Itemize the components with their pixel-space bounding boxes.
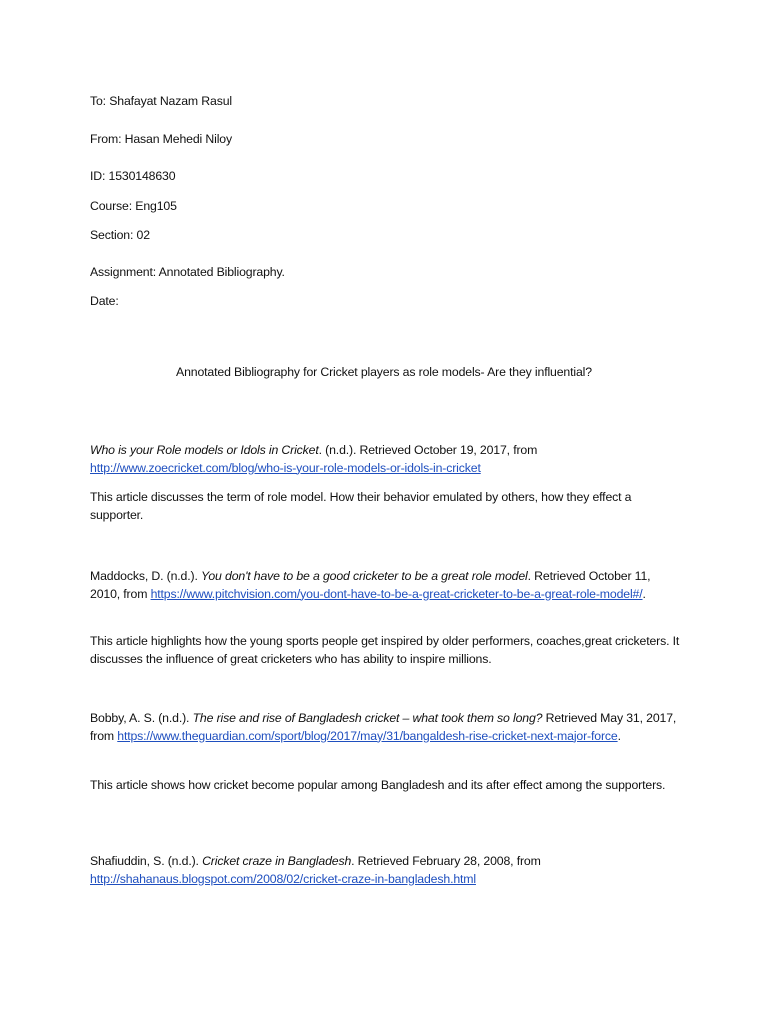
citation-details: Retrieved May 31, 2017, from (90, 711, 677, 743)
citation-3 (90, 710, 680, 745)
citation-4 (90, 853, 680, 888)
citation-title: Who is your Role models or Idols in Cricket (90, 443, 319, 457)
assignment-line: Assignment: Annotated Bibliography. (90, 265, 285, 279)
citation-details: . Retrieved February 28, 2008, from (351, 854, 541, 868)
citation-title: You don't have to be a good cricketer to be a great role model (200, 569, 528, 583)
citation-details: . Retrieved October 11, 2010, from (90, 569, 651, 601)
citation-title: Cricket craze in Bangladesh (202, 854, 352, 868)
citation-link[interactable]: https://www.theguardian.com/sport/blog/2017/may/31/bangaldesh-rise-cricket-next-major-force (117, 728, 618, 743)
citation-title: The rise and rise of Bangladesh cricket – what took them so long? (192, 711, 543, 725)
section-line: Section: 02 (90, 228, 150, 242)
annotation-2: This article highlights how the young sports people get inspired by older performers, coaches,great cricketers. It discusses the influence of great cricketers who has ability to inspire millions. (90, 634, 680, 666)
annotation-1: This article discusses the term of role model. How their behavior emulated by others, how they effect a supporter. (90, 490, 632, 522)
citation-link[interactable]: http://shahanaus.blogspot.com/2008/02/cricket-craze-in-bangladesh.html (90, 871, 476, 886)
course-line: Course: Eng105 (90, 199, 177, 213)
document-title: Annotated Bibliography for Cricket players as role models- Are they influential? (176, 365, 592, 380)
from-line: From: Hasan Mehedi Niloy (90, 132, 232, 146)
citation-trailing: . (642, 586, 646, 601)
citation-details: . (n.d.). Retrieved October 19, 2017, from (318, 443, 538, 457)
citation-2 (90, 568, 680, 603)
citation-link[interactable]: http://www.zoecricket.com/blog/who-is-your-role-models-or-idols-in-cricket (90, 460, 481, 475)
citation-author: Shafiuddin, S. (n.d.). (90, 854, 203, 868)
citation-author: Bobby, A. S. (n.d.). (90, 711, 193, 725)
citation-1 (90, 442, 680, 477)
citation-author: Maddocks, D. (n.d.). (90, 569, 201, 583)
id-line: ID: 1530148630 (90, 169, 176, 183)
citation-link[interactable]: https://www.pitchvision.com/you-dont-have-to-be-a-great-cricketer-to-be-a-great-role-model#/ (150, 586, 643, 601)
date-line: Date: (90, 294, 119, 308)
to-line: To: Shafayat Nazam Rasul (90, 94, 232, 108)
annotation-3: This article shows how cricket become popular among Bangladesh and its after effect among the supporters. (90, 778, 666, 792)
citation-trailing: . (617, 728, 621, 743)
